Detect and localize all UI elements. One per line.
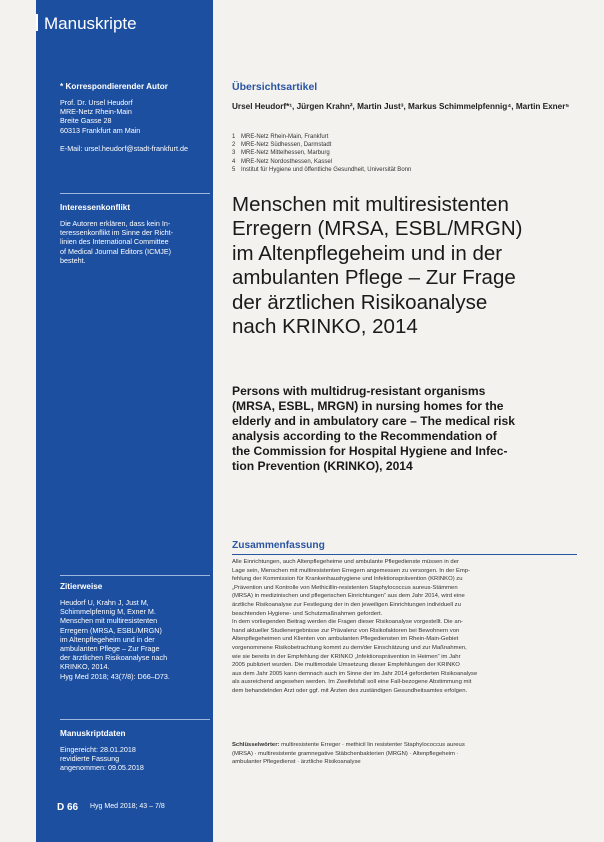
abstract-line: dem behandelnden Arzt oder ggf. mit Ärzten des zuständigen Gesundheitsamtes erfolgen. — [232, 687, 468, 694]
section-label — [36, 14, 137, 34]
dates-block — [60, 729, 210, 773]
citation-title: Zitierweise — [60, 582, 103, 591]
conflict-title: Interessenkonflikt — [60, 203, 131, 212]
dates-title: Manuskriptdaten — [60, 729, 126, 738]
citation-line: KRINKO, 2014. — [60, 662, 110, 672]
section-label-bar — [36, 14, 38, 31]
affiliation-item — [232, 149, 577, 157]
affiliation-number: 4 — [232, 158, 236, 165]
abstract-line: fehlung der Kommission für Krankenhaushygiene und Infektionsprävention (KRINKO) zu — [232, 576, 463, 583]
author-list: Ursel Heudorf*¹, Jürgen Krahn², Martin Just³, Markus Schimmelpfennig⁴, Martin Exner⁵ — [232, 102, 570, 111]
title-german-line: Menschen mit multiresistenten — [232, 193, 509, 216]
affiliation-list — [232, 133, 577, 174]
abstract-heading: Zusammenfassung — [232, 540, 325, 551]
title-english-line: analysis according to the Recommendation of — [232, 429, 497, 443]
keywords-line — [232, 741, 577, 750]
conflict-line: Die Autoren erklären, dass kein In- — [60, 219, 171, 228]
abstract-body — [232, 558, 577, 696]
citation-block — [60, 582, 210, 681]
abstract-line: ärztliche Risikoanalyse zur Festlegung der in den jeweiligen Einrichtungen individuell zu — [232, 601, 461, 608]
title-english-line: the Commission for Hospital Hygiene and Infec- — [232, 444, 508, 458]
keywords-text: multiresistente Erreger · methicil lin resistenter Staphylococcus aureus — [281, 742, 465, 748]
conflict-line: besteht. — [60, 255, 86, 265]
abstract-line: hand aktueller Studienergebnisse zur Prävalenz von Risikofaktoren bei Bewohnern von — [232, 627, 460, 634]
abstract-line: „Prävention und Kontrolle von Methicillin-resistenten Staphylococcus aureus-Stämmen — [232, 584, 458, 591]
sidebar — [36, 0, 213, 842]
abstract-line: In dem vorliegenden Beitrag werden die Fragen dieser Risikoanalyse vorgestellt. Die an- — [232, 619, 463, 626]
conflict-line: of Medical Journal Editors (ICMJE) — [60, 246, 172, 256]
keywords-block — [232, 741, 577, 767]
affiliation-item — [232, 141, 577, 149]
sidebar-divider — [60, 193, 210, 194]
page-number-box — [55, 801, 84, 816]
abstract-line: 2005 publiziert wurden. Die multimodale Umsetzung dieser Empfehlungen der KRINKO — [232, 662, 460, 669]
affiliation-text: MRE-Netz Mittelhessen, Marburg — [241, 150, 330, 157]
citation-line: Schimmelpfennig M, Exner M. — [60, 607, 156, 617]
title-german-line: im Altenpflegeheim und in der — [232, 241, 503, 265]
abstract-line: Alle Einrichtungen, auch Altenpflegeheime und ambulante Pflegedienste müssen in der — [232, 559, 459, 565]
title-english — [232, 384, 577, 474]
correspondence-line: 60313 Frankfurt am Main — [60, 125, 141, 135]
affiliation-text: MRE-Netz Nordosthessen, Kassel — [241, 158, 333, 165]
abstract-line: Lage sein, Menschen mit multiresistenten Erregern angemessen zu versorgen. In der Emp- — [232, 567, 471, 574]
correspondence-email[interactable]: E-Mail: ursel.heudorf@stadt-frankfurt.de — [60, 143, 188, 153]
keywords-line: ambulanter Pflegedienst · ärztliche Risikoanalyse — [232, 759, 361, 766]
conflict-block — [60, 203, 210, 265]
journal-reference: Hyg Med 2018; 43 – 7/8 — [90, 803, 165, 810]
page-number: D 66 — [57, 802, 79, 813]
affiliation-number: 2 — [232, 142, 236, 149]
correspondence-line: MRE-Netz Rhein-Main — [60, 107, 132, 117]
abstract-line: wie sie bereits in der Empfehlung der KRINKO „Infektionsprävention in Heimen“ im Jahr — [232, 653, 461, 660]
article-main — [232, 0, 577, 842]
affiliation-item — [232, 166, 577, 174]
correspondence-line: Prof. Dr. Ursel Heudorf — [60, 98, 133, 107]
citation-line: Erregern (MRSA, ESBL/MRGN) — [60, 625, 162, 635]
keywords-line: (MRSA) · multiresistente gramnegative Stäbchenbakterien (MRGN) · Altenpflegeheim · — [232, 750, 459, 757]
title-german-line: Erregern (MRSA, ESBL/MRGN) — [232, 217, 523, 241]
article-type: Übersichtsartikel — [232, 81, 318, 93]
dates-line: angenommen: 09.05.2018 — [60, 763, 144, 773]
section-label-text: Manuskripte — [44, 14, 137, 33]
citation-line: ambulanten Pflege – Zur Frage — [60, 644, 160, 654]
affiliation-number: 1 — [232, 134, 236, 140]
affiliation-text: MRE-Netz Südhessen, Darmstadt — [241, 142, 332, 149]
affiliation-text: Institut für Hygiene und öffentliche Gesundheit, Universität Bonn — [241, 166, 412, 173]
sidebar-divider — [60, 719, 210, 720]
title-english-line: (MRSA, ESBL, MRGN) in nursing homes for the — [232, 399, 504, 413]
abstract-line: vorgenommene Risikobetrachtung kommt zu dem/der Einschätzung und zur Maßnahmen, — [232, 644, 467, 651]
conflict-line: linien des International Committee — [60, 237, 169, 247]
title-english-line: tion Prevention (KRINKO), 2014 — [232, 459, 413, 473]
affiliation-item — [232, 158, 577, 166]
correspondence-title: * Korrespondierender Autor — [60, 82, 168, 91]
dates-line: revidierte Fassung — [60, 754, 120, 764]
citation-line: im Altenpflegeheim und in der — [60, 634, 155, 644]
title-english-line: Persons with multidrug-resistant organisms — [232, 384, 486, 398]
title-german — [232, 193, 577, 339]
dates-line: Eingereicht: 28.01.2018 — [60, 745, 136, 754]
affiliation-number: 3 — [232, 150, 236, 157]
correspondence-block — [60, 82, 210, 153]
title-german-line: nach KRINKO, 2014 — [232, 315, 418, 339]
abstract-line: Altenpflegeheimen und Klienten von ambulanten Pflegediensten im Rhein-Main-Gebiet — [232, 636, 459, 643]
abstract-line: beachtenden Hygiene- und Schutzmaßnahmen gefordert. — [232, 610, 383, 617]
affiliation-number: 5 — [232, 166, 236, 173]
citation-line: Hyg Med 2018; 43(7/8): D66–D73. — [60, 671, 170, 681]
abstract-line: aus dem Jahr 2005 kann demnach auch im Sinne der im Jahr 2014 geforderten Risikoanalyse — [232, 670, 478, 677]
abstract-line: als ausreichend angesehen werden. Im Zweifelsfall soll eine Fall-bezogene Abstimmung mit — [232, 679, 472, 686]
keywords-label: Schlüsselwörter: — [232, 742, 280, 748]
title-german-line: der ärztlichen Risikoanalyse — [232, 290, 488, 314]
correspondence-line: Breite Gasse 28 — [60, 116, 112, 126]
title-english-line: elderly and in ambulatory care – The medical risk — [232, 414, 515, 428]
citation-line: Menschen mit multiresistenten — [60, 616, 158, 626]
title-german-line: ambulanten Pflege – Zur Frage — [232, 266, 516, 290]
conflict-line: teressenkonflikt im Sinne der Richt- — [60, 228, 174, 238]
citation-line: Heudorf U, Krahn J, Just M, — [60, 598, 149, 607]
sidebar-divider — [60, 575, 210, 576]
correspondence-spacer — [60, 135, 210, 144]
abstract-line: (MRSA) in medizinischen und pflegerischen Einrichtungen“ aus dem Jahr 2014, wird eine — [232, 593, 465, 600]
affiliation-item — [232, 133, 577, 141]
citation-line: der ärztlichen Risikoanalyse nach — [60, 653, 168, 663]
abstract-rule — [232, 554, 577, 555]
affiliation-text: MRE-Netz Rhein-Main, Frankfurt — [241, 134, 329, 140]
